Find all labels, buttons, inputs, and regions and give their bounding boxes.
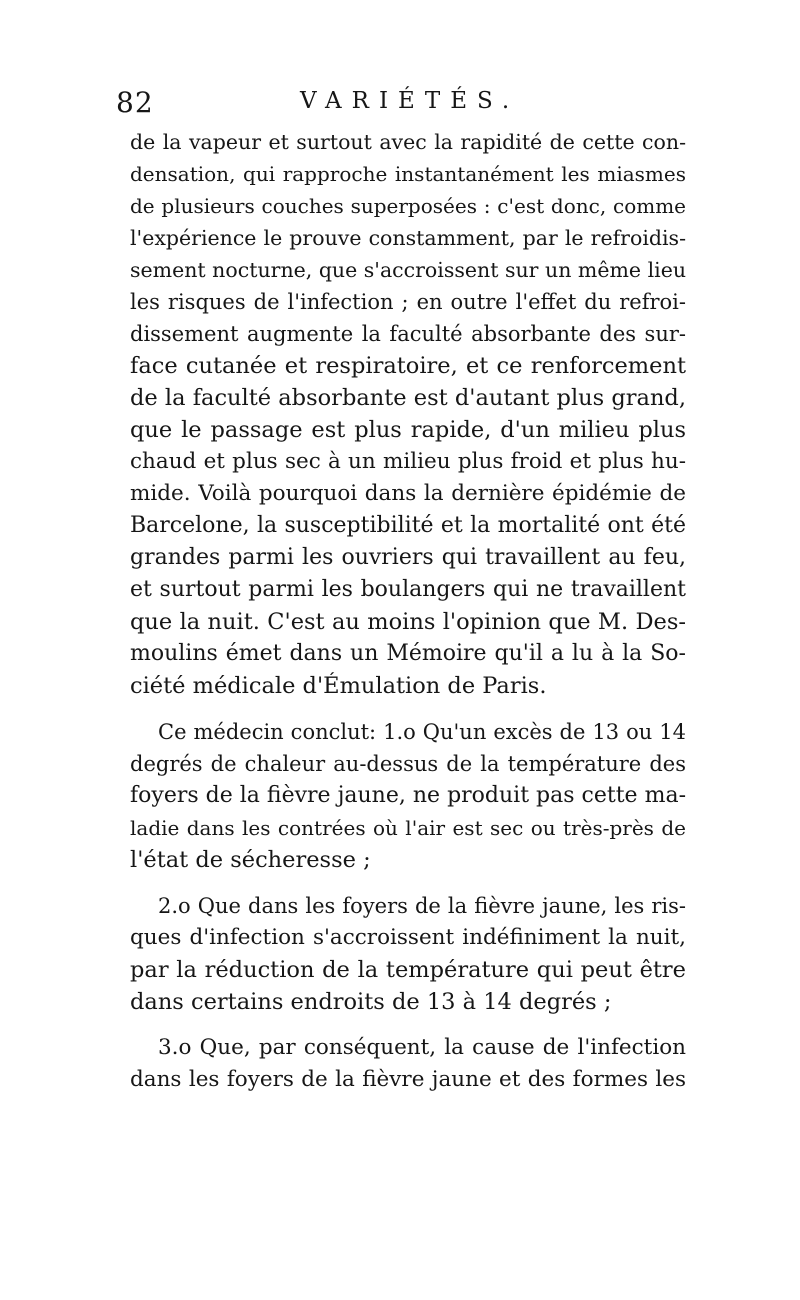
text-line: 2.o Que dans les foyers de la fièvre jaune, les ris- [158,894,686,918]
text-line: moulins émet dans un Mémoire qu'il a lu à la So- [130,641,686,666]
text-line: sement nocturne, que s'accroissent sur un même lieu [130,258,687,282]
text-line: de la vapeur et surtout avec la rapidité de cette con- [130,130,686,154]
text-line: mide. Voilà pourquoi dans la dernière épidémie de [130,481,686,506]
text-line: l'expérience le prouve constamment, par le refroidis- [130,226,686,250]
text-line: densation, qui rapproche instantanément les miasmes [130,162,686,186]
paragraph-3 [130,890,686,1018]
page-number: 82 [116,86,154,119]
text-line: et surtout parmi les boulangers qui ne travaillent [130,577,686,602]
text-line: l'état de sécheresse ; [130,847,371,873]
text-line: Barcelone, la susceptibilité et la mortalité ont été [130,513,686,538]
paragraph-2 [130,716,686,876]
text-line: que le passage est plus rapide, d'un milieu plus [130,417,686,443]
text-line: dans les foyers de la fièvre jaune et des formes les [130,1067,686,1092]
body-text [130,126,686,1096]
paragraph-4 [130,1032,686,1096]
text-line: foyers de la fièvre jaune, ne produit pas cette ma- [130,783,686,808]
running-title: VARIÉTÉS. [300,88,520,114]
text-line: degrés de chaleur au-dessus de la température des [130,752,686,776]
text-line: ques d'infection s'accroissent indéfiniment la nuit, [130,925,686,950]
text-line: ciété médicale d'Émulation de Paris. [130,673,547,699]
text-line: par la réduction de la température qui peut être [130,957,686,983]
text-line: dans certains endroits de 13 à 14 degrés ; [130,989,612,1015]
text-line: Ce médecin conclut: 1.o Qu'un excès de 13 ou 14 [158,720,686,744]
text-line: les risques de l'infection ; en outre l'effet du refroi- [130,290,686,314]
text-line: face cutanée et respiratoire, et ce renforcement [130,353,686,379]
paragraph-1 [130,126,686,702]
text-line: de la faculté absorbante est d'autant plus grand, [130,385,686,411]
text-line: ladie dans les contrées où l'air est sec ou très-près de [130,816,686,840]
text-line: de plusieurs couches superposées : c'est donc, comme [130,194,686,218]
text-line: que la nuit. C'est au moins l'opinion que M. Des- [130,609,686,635]
text-line: 3.o Que, par conséquent, la cause de l'infection [158,1035,686,1060]
text-line: chaud et plus sec à un milieu plus froid et plus hu- [130,449,686,474]
page-header [116,86,676,126]
text-line: grandes parmi les ouvriers qui travaillent au feu, [130,545,686,570]
text-line: dissement augmente la faculté absorbante des sur- [130,322,686,346]
